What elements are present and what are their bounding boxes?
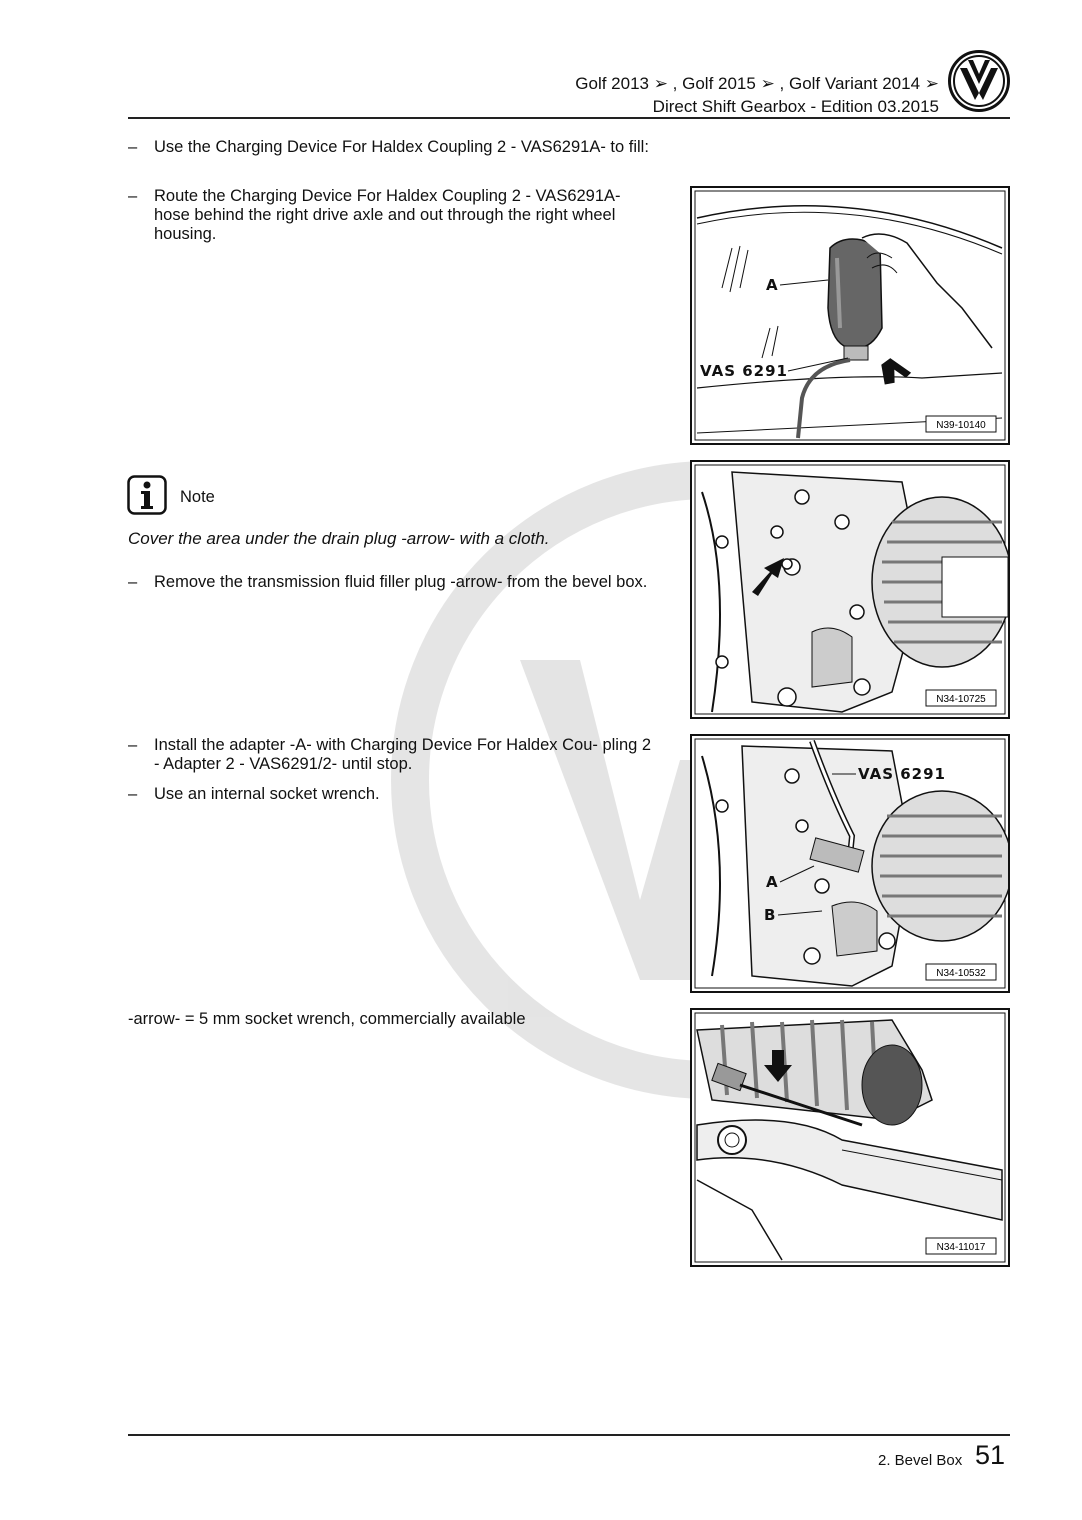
step-dash: –: [128, 736, 138, 754]
arrow-definition: -arrow- = 5 mm socket wrench, commercially available: [128, 1010, 526, 1028]
figure-id: N34-11017: [936, 1242, 986, 1253]
step-text: Route the Charging Device For Haldex Coupling 2 - VAS6291A- hose behind the right drive axle and out through the right wheel housing.: [154, 187, 621, 243]
step-remove-filler-plug: [128, 573, 658, 592]
footer-rule: [128, 1434, 1010, 1436]
figure-charging-device-drawing: [692, 188, 1008, 443]
callout-a: A: [766, 873, 779, 891]
step-text: Install the adapter -A- with Charging Device For Haldex Cou- pling 2 - Adapter 2 - VAS6291/2- until stop.: [154, 736, 652, 773]
step-text: Remove the transmission fluid filler plug -arrow- from the bevel box.: [154, 573, 648, 591]
vw-logo-icon: [948, 50, 1010, 112]
info-icon: [127, 475, 167, 515]
figure-charging-device: [690, 186, 1010, 445]
figure-id: N34-10532: [936, 968, 986, 979]
header-models: Golf 2013 ➢ , Golf 2015 ➢ , Golf Variant 2014 ➢: [575, 74, 939, 93]
figure-socket-wrench: [690, 1008, 1010, 1267]
step-dash: –: [128, 573, 138, 591]
figure-adapter-drawing: [692, 736, 1008, 991]
figure-bevel-box-filler-plug: [690, 460, 1010, 719]
step-text: Use the Charging Device For Haldex Coupling 2 - VAS6291A- to fill:: [154, 138, 649, 156]
figure-bevel-box-drawing: [692, 462, 1008, 717]
step-route-hose: [128, 187, 658, 244]
step-dash: –: [128, 785, 138, 803]
callout-a: A: [766, 276, 779, 294]
figure-socket-wrench-drawing: [692, 1010, 1008, 1265]
step-use-socket-wrench: [128, 785, 658, 804]
figure-adapter-install: [690, 734, 1010, 993]
figure-id: N34-10725: [936, 694, 986, 705]
step-use-charging-device: [128, 138, 658, 157]
page-number: 51: [975, 1440, 1006, 1470]
step-dash: –: [128, 187, 138, 205]
callout-b: B: [764, 906, 777, 924]
copyright-watermark: [380, 460, 710, 1100]
header-edition: Direct Shift Gearbox - Edition 03.2015: [652, 97, 939, 116]
callout-vas6291: VAS 6291: [858, 765, 946, 783]
footer-section: 2. Bevel Box: [878, 1452, 963, 1469]
step-text: Use an internal socket wrench.: [154, 785, 380, 803]
figure-id: N39-10140: [936, 420, 986, 431]
header-rule: [128, 117, 1010, 119]
step-dash: –: [128, 138, 138, 156]
callout-vas6291: VAS 6291: [700, 362, 788, 380]
step-install-adapter: [128, 736, 658, 774]
note-text: Cover the area under the drain plug -arrow- with a cloth.: [128, 529, 550, 548]
note-label: Note: [180, 488, 215, 506]
